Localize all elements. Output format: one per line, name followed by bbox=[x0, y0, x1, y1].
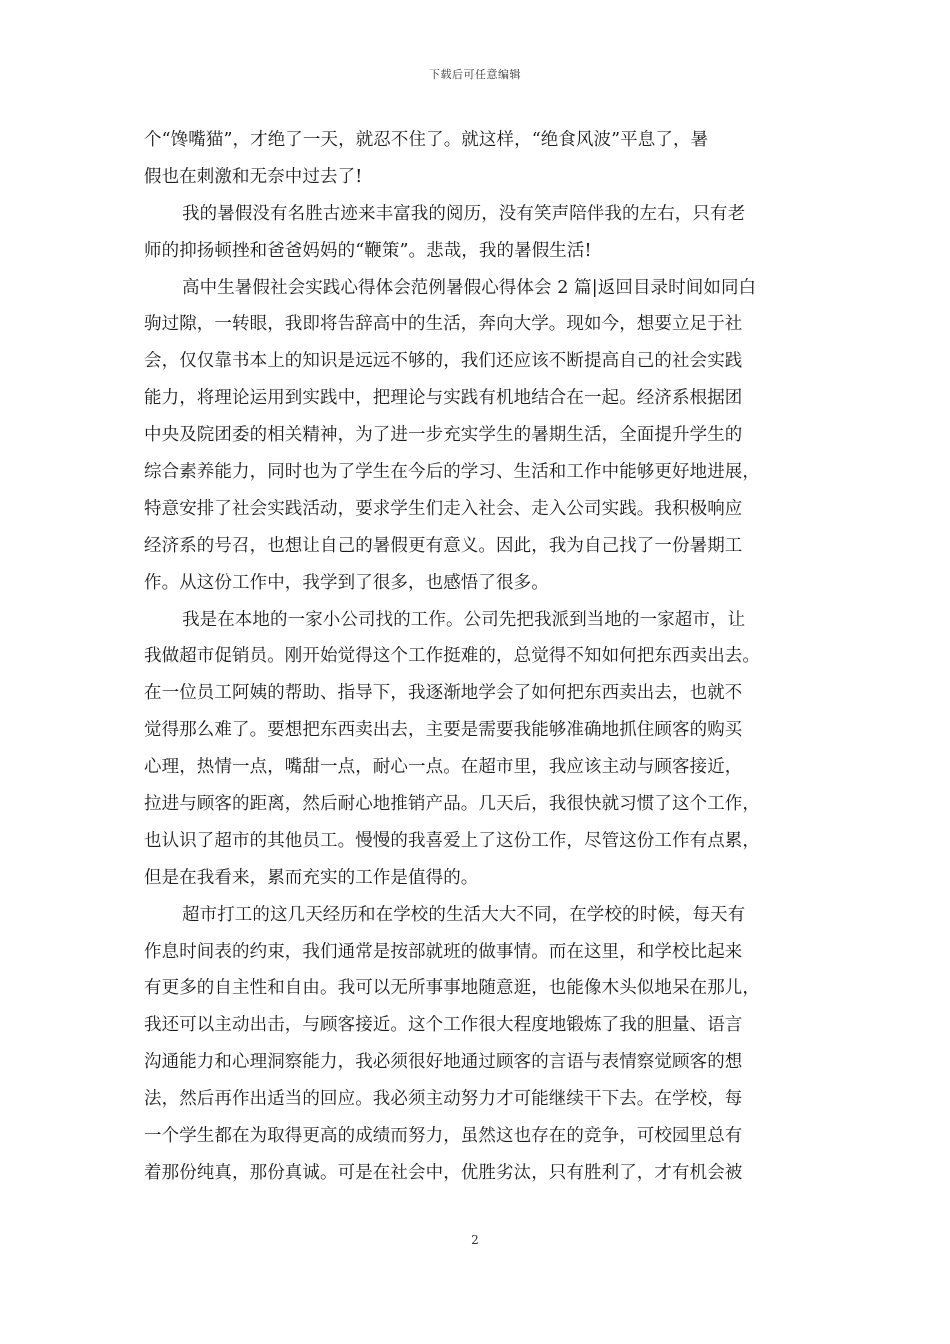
page-number: 2 bbox=[471, 1233, 479, 1247]
text-line: 个“馋嘴猫”，才绝了一天，就忍不住了。就这样，“绝食风波”平息了，暑 bbox=[144, 130, 709, 150]
page-header-note: 下载后可任意编辑 bbox=[429, 68, 521, 81]
text-line: 能力，将理论运用到实践中，把理论与实践有机地结合在一起。经济系根据团 bbox=[144, 388, 743, 409]
text-line: 假也在刺激和无奈中过去了! bbox=[144, 166, 363, 187]
text-line: 作息时间表的约束，我们通常是按部就班的做事情。而在这里，和学校比起来 bbox=[144, 941, 743, 962]
paragraph-first-line: 我的暑假没有名胜古迹来丰富我的阅历，没有笑声陪伴我的左右，只有老 bbox=[182, 203, 746, 224]
text-line: 拉进与顾客的距离，然后耐心地推销产品。几天后，我很快就习惯了这个工作， bbox=[144, 794, 760, 815]
text-line: 法，然后再作出适当的回应。我必须主动努力才可能继续干下去。在学校，每 bbox=[144, 1089, 743, 1110]
text-line: 中央及院团委的相关精神，为了进一步充实学生的暑期生活，全面提升学生的 bbox=[144, 425, 743, 446]
document-body bbox=[144, 122, 806, 1192]
text-line: 我做超市促销员。刚开始觉得这个工作挺难的，总觉得不知如何把东西卖出去。 bbox=[144, 646, 760, 667]
text-line: 我还可以主动出击，与顾客接近。这个工作很大程度地锻炼了我的胆量、语言 bbox=[144, 1015, 743, 1036]
text-line: 但是在我看来，累而充实的工作是值得的。 bbox=[144, 867, 479, 888]
paragraph-first-line: 超市打工的这几天经历和在学校的生活大大不同，在学校的时候，每天有 bbox=[182, 904, 746, 925]
paragraph-first-line: 高中生暑假社会实践心得体会范例暑假心得体会 2 篇|返回目录时间如同白 bbox=[182, 277, 757, 298]
text-line: 沟通能力和心理洞察能力，我必须很好地通过顾客的言语与表情察觉顾客的想 bbox=[144, 1052, 743, 1073]
text-line: 觉得那么难了。要想把东西卖出去，主要是需要我能够准确地抓住顾客的购买 bbox=[144, 720, 743, 741]
text-line: 驹过隙，一转眼，我即将告辞高中的生活，奔向大学。现如今，想要立足于社 bbox=[144, 314, 743, 335]
text-line: 特意安排了社会实践活动，要求学生们走入社会、走入公司实践。我积极响应 bbox=[144, 498, 743, 519]
text-line: 有更多的自主性和自由。我可以无所事事地随意逛，也能像木头似地呆在那儿， bbox=[144, 978, 760, 999]
text-line: 心理，热情一点，嘴甜一点，耐心一点。在超市里，我应该主动与顾客接近， bbox=[144, 757, 743, 778]
text-line: 会，仅仅靠书本上的知识是远远不够的，我们还应该不断提高自己的社会实践 bbox=[144, 351, 743, 372]
text-line: 作。从这份工作中，我学到了很多，也感悟了很多。 bbox=[144, 572, 549, 593]
text-line: 着那份纯真，那份真诚。可是在社会中，优胜劣汰，只有胜利了，才有机会被 bbox=[144, 1162, 743, 1183]
text-line: 综合素养能力，同时也为了学生在今后的学习、生活和工作中能够更好地进展， bbox=[144, 462, 760, 483]
text-line: 师的抑扬顿挫和爸爸妈妈的“鞭策”。悲哉，我的暑假生活! bbox=[144, 240, 592, 261]
text-line: 一个学生都在为取得更高的成绩而努力，虽然这也存在的竞争，可校园里总有 bbox=[144, 1126, 743, 1147]
paragraph-first-line: 我是在本地的一家小公司找的工作。公司先把我派到当地的一家超市，让 bbox=[182, 609, 746, 630]
text-line: 经济系的号召，也想让自己的暑假更有意义。因此，我为自己找了一份暑期工 bbox=[144, 535, 743, 556]
text-line: 在一位员工阿姨的帮助、指导下，我逐渐地学会了如何把东西卖出去，也就不 bbox=[144, 683, 743, 704]
text-line: 也认识了超市的其他员工。慢慢的我喜爱上了这份工作，尽管这份工作有点累， bbox=[144, 830, 760, 851]
